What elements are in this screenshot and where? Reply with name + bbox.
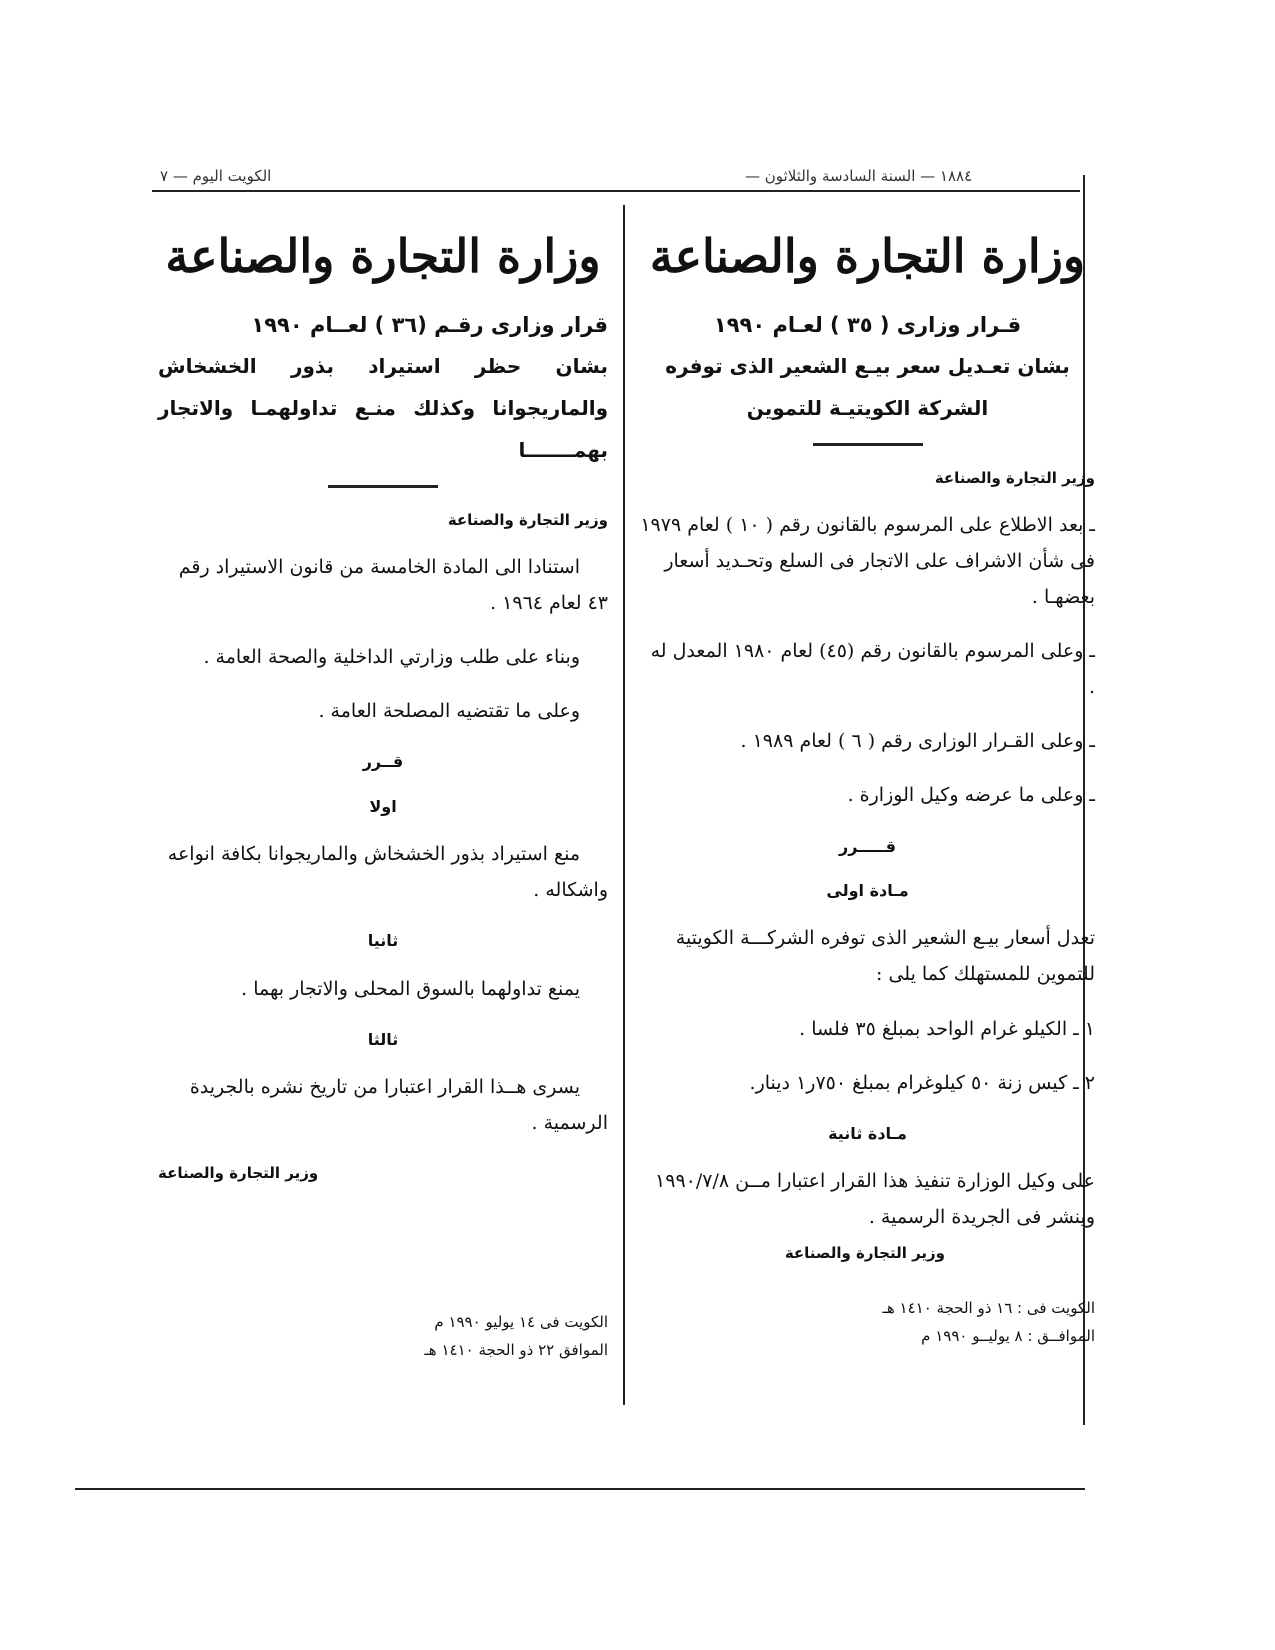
signature-line: وزير التجارة والصناعة <box>158 1164 319 1183</box>
clause-text: يمنع تداولهما بالسوق المحلى والاتجار بهما . <box>241 977 580 1000</box>
article-text: تعدل أسعار بيـع الشعير الذى توفره الشركـــة الكويتية للتموين للمستهلك كما يلى : <box>675 927 1095 986</box>
header-rule <box>152 190 1080 192</box>
preamble-paragraph: ـ وعلى المرسوم بالقانون رقم (٤٥) لعام ١٩٨٠ المعدل له . <box>650 640 1095 699</box>
minister-line: وزير التجارة والصناعة <box>447 511 608 530</box>
decides-heading: قــرر <box>362 752 404 772</box>
preamble-paragraph: ـ بعد الاطلاع على المرسوم بالقانون رقم ( ١٠ ) لعام ١٩٧٩ فى شأن الاشراف على الاتجار فى السلع وتحـديد أسعار بعضهـا . <box>640 513 1095 609</box>
date-hijri: الموافق ٢٢ ذو الحجة ١٤١٠ هـ <box>424 1341 608 1360</box>
preamble-paragraph: ـ وعلى ما عرضه وكيل الوزارة . <box>847 784 1095 807</box>
price-item: ٢ ـ كيس زنة ٥٠ كيلوغرام بمبلغ ٧٥٠ر١ دينار. <box>749 1071 1095 1094</box>
date-gregorian: الكويت فى ١٤ يوليو ١٩٩٠ م <box>434 1312 608 1331</box>
preamble-paragraph: وعلى ما تقتضيه المصلحة العامة . <box>318 700 580 723</box>
decides-heading: قـــــرر <box>839 836 896 856</box>
date-gregorian: الموافــق : ٨ يوليــو ١٩٩٠ م <box>921 1327 1095 1346</box>
column-divider <box>623 205 625 1405</box>
preamble-paragraph: وبناء على طلب وزارتي الداخلية والصحة العامة . <box>203 646 580 669</box>
preamble-paragraph: استنادا الى المادة الخامسة من قانون الاستيراد رقم ٤٣ لعام ١٩٦٤ . <box>178 555 608 614</box>
article-text: على وكيل الوزارة تنفيذ هذا القرار اعتبارا مــن ١٩٩٠/٧/٨ وينشر فى الجريدة الرسمية . <box>655 1170 1095 1229</box>
ministry-heading: وزارة التجارة والصناعة <box>165 229 601 283</box>
decision-title: قـرار وزارى ( ٣٥ ) لعـام ١٩٩٠ <box>713 312 1022 337</box>
clause-text: يسرى هــذا القرار اعتبارا من تاريخ نشره بالجريدة الرسمية . <box>189 1076 608 1135</box>
title-rule <box>328 485 438 488</box>
clause-text: منع استيراد بذور الخشخاش والماريجوانا بكافة انواعه واشكاله . <box>167 843 608 902</box>
preamble-paragraph: ـ وعلى القـرار الوزارى رقم ( ٦ ) لعام ١٩٨٩ . <box>740 730 1095 753</box>
signature-line: وزير التجارة والصناعة <box>784 1244 945 1263</box>
clause-heading: اولا <box>369 796 397 816</box>
article-heading: مـادة اولى <box>826 880 909 900</box>
footer-rule <box>75 1488 1085 1490</box>
running-head-right: — ١٨٨٤ — السنة السادسة والثلاثون <box>745 167 973 185</box>
decision-subject: بشان تعـديل سعر بيـع الشعير الذى توفره الشركة الكويتيـة للتموين <box>665 354 1070 421</box>
clause-heading: ثانيا <box>367 931 399 951</box>
running-head-left: الكويت اليوم — ٧ <box>160 167 272 185</box>
ministry-heading: وزارة التجارة والصناعة <box>649 229 1086 283</box>
decision-subject: بشان حظر استيراد بذور الخشخاش والماريجوانا وكذلك منـع تداولهمـا والاتجار بهمـــــــا <box>158 354 608 463</box>
price-item: ١ ـ الكيلو غرام الواحد بمبلغ ٣٥ فلسا . <box>799 1017 1095 1040</box>
decision-title: قرار وزارى رقـم (٣٦ ) لعــام ١٩٩٠ <box>251 312 608 337</box>
title-rule <box>813 443 923 446</box>
clause-heading: ثالثا <box>367 1029 399 1049</box>
decision-36-column <box>158 228 608 1365</box>
decision-35-column <box>640 228 1095 1351</box>
date-hijri: الكويت فى : ١٦ ذو الحجة ١٤١٠ هـ <box>882 1298 1095 1317</box>
article-heading: مـادة ثانية <box>828 1123 907 1143</box>
minister-line: وزير التجارة والصناعة <box>934 469 1095 488</box>
